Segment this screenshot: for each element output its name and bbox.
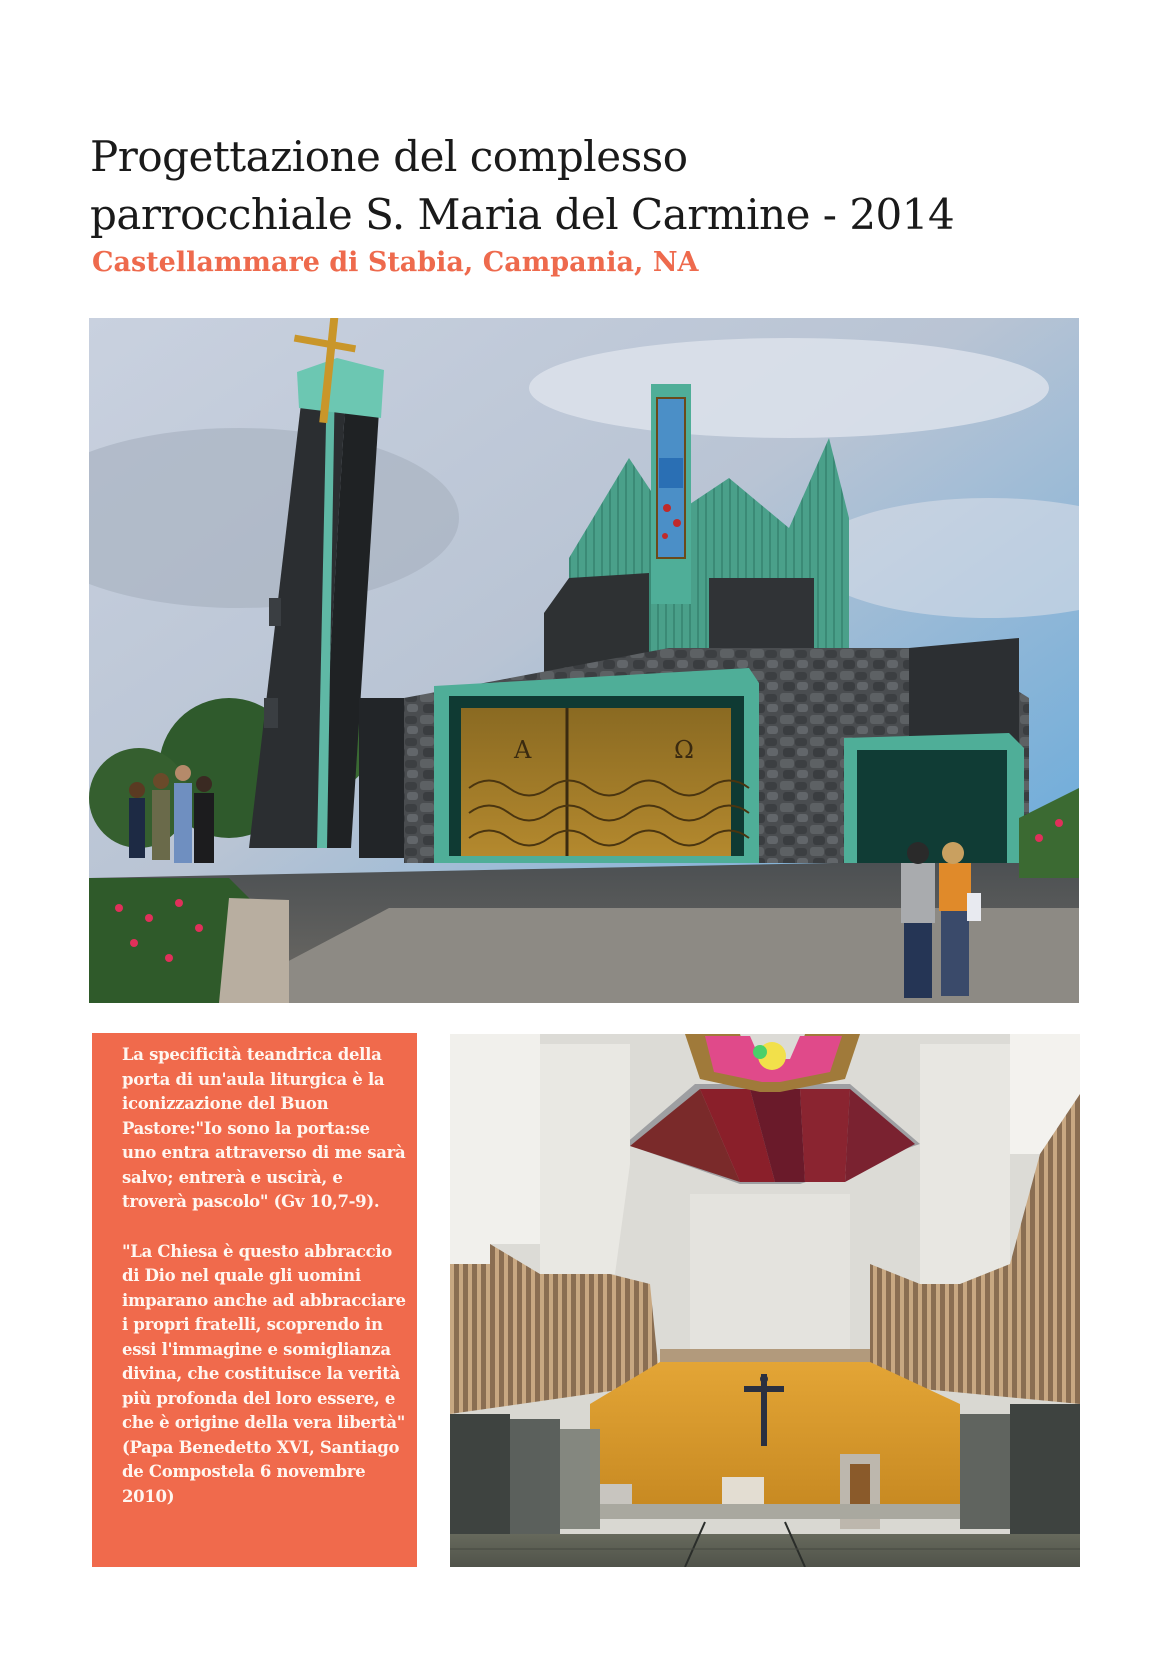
quote-text-box xyxy=(92,1033,417,1567)
visitors-couple-right xyxy=(901,842,981,998)
title-line-1: Progettazione del complesso xyxy=(90,132,688,181)
exterior-render-illustration xyxy=(89,318,1079,1003)
location-subtitle: Castellammare di Stabia, Campania, NA xyxy=(92,247,699,278)
interior-render-image xyxy=(450,1034,1080,1567)
interior-render-illustration xyxy=(450,1034,1080,1567)
title-line-2: parrocchiale S. Maria del Carmine - 2014 xyxy=(90,190,955,239)
nave-floor xyxy=(450,1534,1080,1567)
door-letter-alpha: A xyxy=(514,736,532,764)
exterior-render-image xyxy=(89,318,1079,1003)
page-title xyxy=(90,128,954,244)
apse-wall xyxy=(590,1362,960,1504)
quote-paragraph-2: "La Chiesa è questo abbraccio di Dio nel quale gli uomini imparano anche ad abbracciare i propri fratelli, scoprendo in essi l'immagine e somiglianza divina, che costituisce la verità più profonda del loro essere, e che è origine della vera libertà" (Papa Benedetto XVI, Santiago de Compostela 6 novembre 2010) xyxy=(122,1241,406,1506)
quote-paragraph-1: La specificità teandrica della porta di un'aula liturgica è la iconizzazione del Buon Pastore:"Io sono la porta:se uno entra attraverso di me sarà salvo; entrerà e uscirà, e troverà pascolo" (Gv 10,7-9). xyxy=(122,1045,406,1211)
wall-volume xyxy=(450,1034,540,1264)
door-letter-omega: Ω xyxy=(674,736,694,764)
